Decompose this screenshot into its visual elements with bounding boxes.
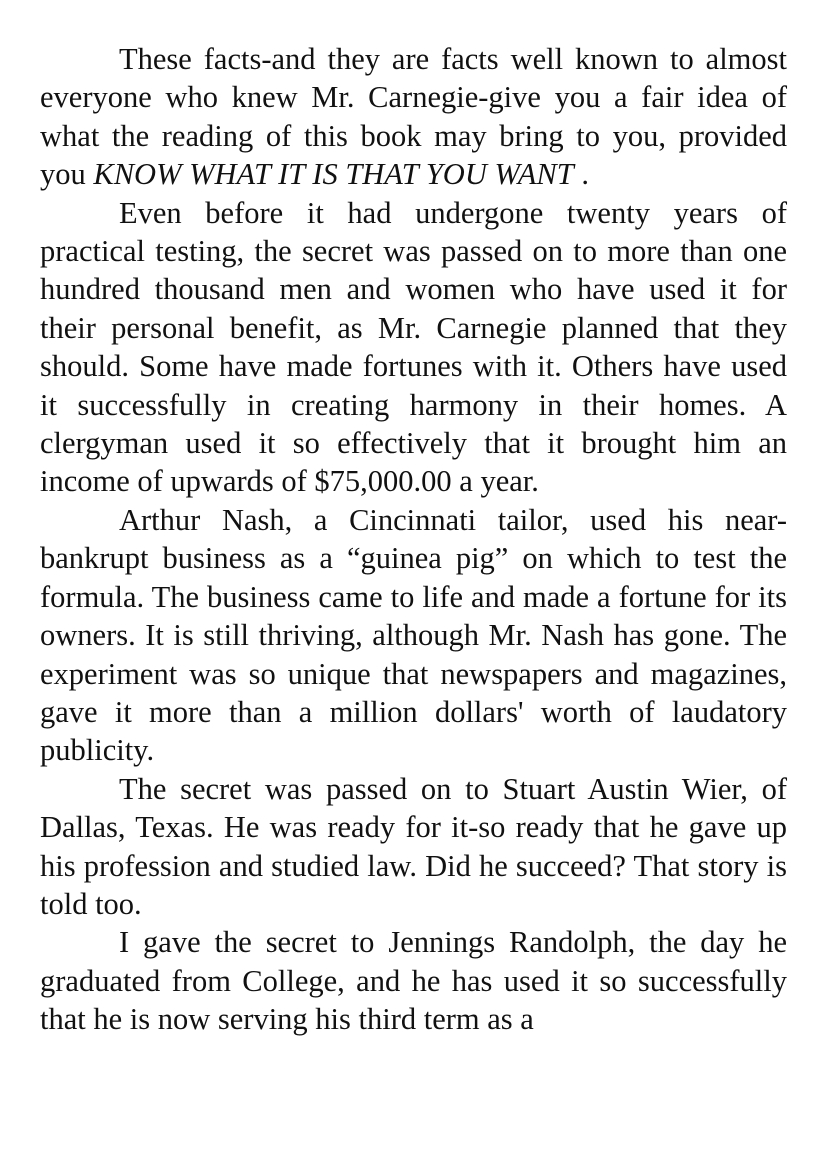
paragraph-jennings-randolph: I gave the secret to Jennings Randolph, the day he graduated from College, and he has used it so successfully that he is now serving his third term as a xyxy=(40,925,787,1037)
paragraph-text: These facts-and they are facts well known to almost everyone who knew Mr. Carnegie-give you a fair idea of what the reading of this book may bring to you, provided you xyxy=(40,42,787,192)
paragraph-stuart-wier: The secret was passed on to Stuart Austin Wier, of Dallas, Texas. He was ready for it-so ready that he gave up his profession and studied law. Did he succeed? That story is told too. xyxy=(40,771,787,921)
emphasized-text: KNOW WHAT IT IS THAT YOU WANT xyxy=(93,157,574,192)
document-page xyxy=(40,40,787,1039)
paragraph-secret-testing: Even before it had undergone twenty years of practical testing, the secret was passed on to more than one hundred thousand men and women who have used it for their personal benefit, as Mr. Carnegie planned that they should. Some have made fortunes with it. Others have used it successfully in creating harmony in their homes. A clergyman used it so effectively that it brought him an income of upwards of $75,000.00 a year. xyxy=(40,195,787,499)
paragraph-arthur-nash: Arthur Nash, a Cincinnati tailor, used his near-bankrupt business as a “guinea pig” on which to test the formula. The business came to life and made a fortune for its owners. It is still thriving, although Mr. Nash has gone. The experiment was so unique that newspapers and magazines, gave it more than a million dollars' worth of laudatory publicity. xyxy=(40,502,787,768)
paragraph-carnegie-facts xyxy=(40,40,787,194)
paragraph-text: . xyxy=(573,157,589,192)
